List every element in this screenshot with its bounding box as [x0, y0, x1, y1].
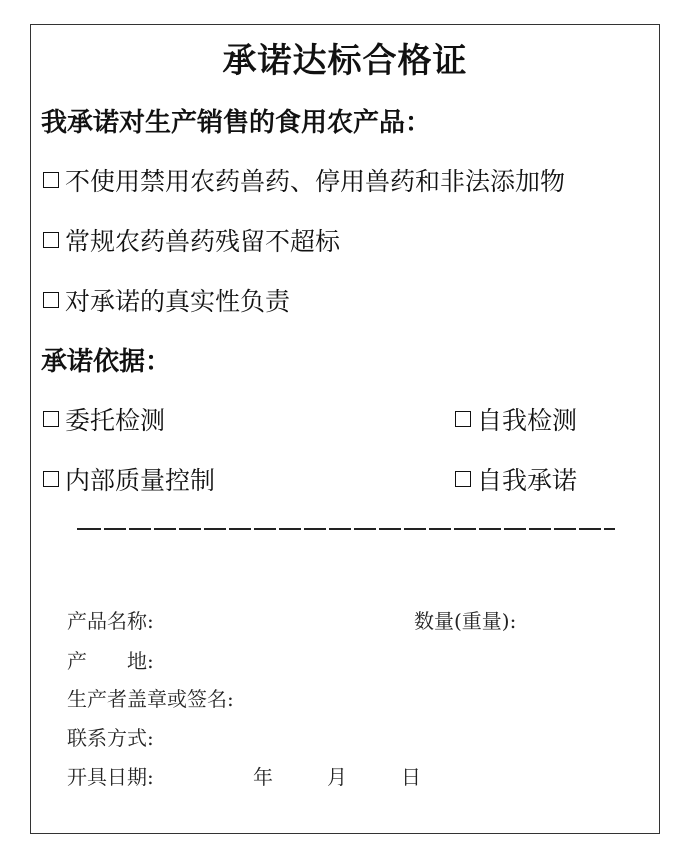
basis-option-self-commitment [455, 461, 577, 497]
checkbox[interactable] [43, 471, 59, 487]
basis-label: 内部质量控制 [65, 466, 216, 495]
commitment-label: 对承诺的真实性负责 [65, 287, 291, 316]
basis-option-internal-qc [43, 461, 215, 497]
checkbox[interactable] [43, 232, 59, 248]
commitment-item-truthfulness [43, 282, 290, 318]
checkbox[interactable] [43, 292, 59, 308]
page-title: 承诺达标合格证 [222, 41, 468, 81]
producer-seal-label: 生产者盖章或签名: [67, 687, 234, 711]
issue-date-year: 年 [253, 765, 273, 789]
basis-label: 委托检测 [65, 406, 166, 435]
checkbox[interactable] [455, 471, 471, 487]
contact-label: 联系方式: [67, 726, 154, 750]
certificate-card [30, 24, 660, 834]
issue-date-label: 开具日期: [67, 765, 154, 789]
commitment-heading: 我承诺对生产销售的食用农产品： [41, 108, 432, 138]
issue-date-month: 月 [327, 765, 347, 789]
basis-label: 自我检测 [477, 406, 578, 435]
commitment-label: 常规农药兽药残留不超标 [65, 227, 341, 256]
product-name-label: 产品名称: [67, 609, 154, 633]
commitment-item-no-banned-substances [43, 162, 565, 198]
basis-heading: 承诺依据： [41, 347, 172, 377]
basis-option-self-test [455, 401, 577, 437]
checkbox[interactable] [43, 411, 59, 427]
basis-label: 自我承诺 [477, 466, 578, 495]
basis-option-entrusted-test [43, 401, 165, 437]
commitment-label: 不使用禁用农药兽药、停用兽药和非法添加物 [65, 167, 566, 196]
divider-line [77, 528, 615, 530]
quantity-label: 数量(重量): [414, 609, 517, 633]
checkbox[interactable] [43, 172, 59, 188]
origin-label: 产 地: [67, 649, 154, 673]
commitment-item-residue-compliant [43, 222, 340, 258]
checkbox[interactable] [455, 411, 471, 427]
issue-date-day: 日 [401, 765, 421, 789]
